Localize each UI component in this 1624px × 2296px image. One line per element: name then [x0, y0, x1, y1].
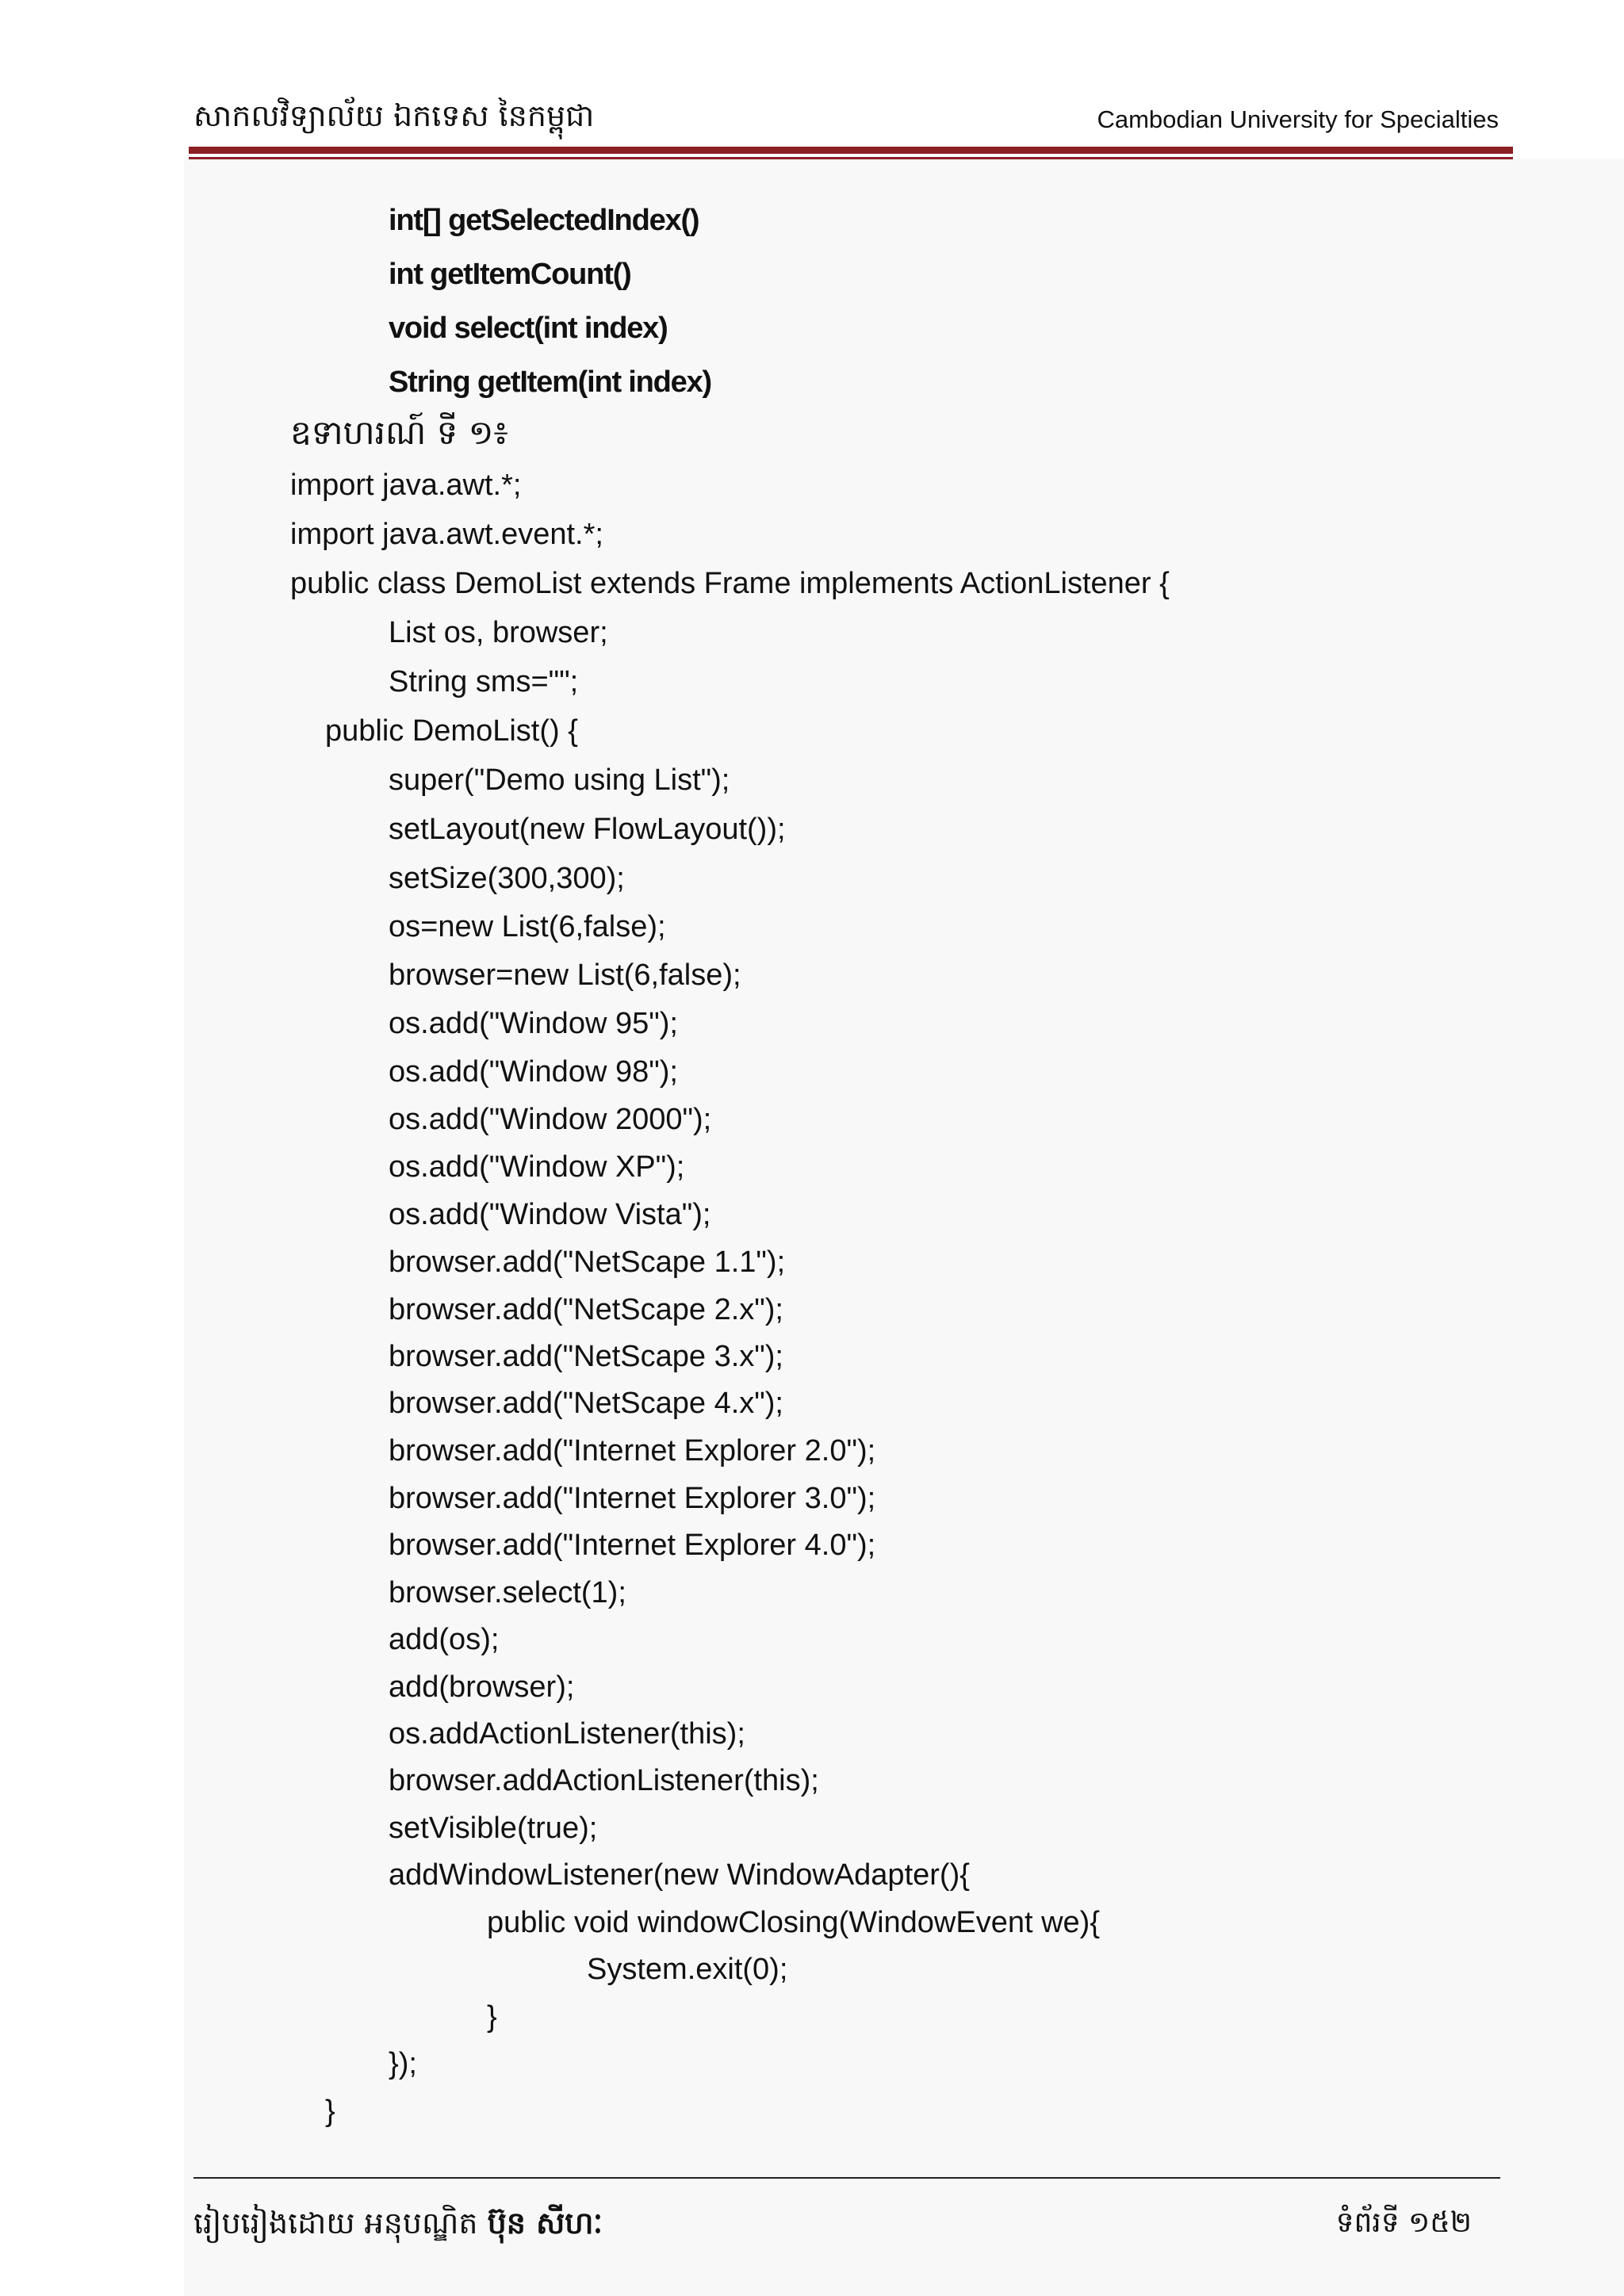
- footer-divider: [193, 2177, 1500, 2179]
- code-line: List os, browser;: [389, 616, 608, 649]
- code-line: browser.addActionListener(this);: [389, 1764, 819, 1797]
- code-line: }: [325, 2095, 335, 2128]
- code-line: import java.awt.event.*;: [290, 518, 603, 551]
- code-line: browser.add("NetScape 3.x");: [389, 1340, 783, 1373]
- code-line: browser.add("Internet Explorer 4.0");: [389, 1529, 876, 1562]
- code-line: add(browser);: [389, 1670, 575, 1704]
- code-line: browser.add("NetScape 4.x");: [389, 1387, 783, 1420]
- code-line: os.add("Window 95");: [389, 1007, 678, 1040]
- code-line: setSize(300,300);: [389, 862, 625, 895]
- code-line: public void windowClosing(WindowEvent we){: [487, 1906, 1101, 1939]
- university-name-khmer: សាកលវិទ្យាល័យ ឯកទេស នៃកម្ពុជា: [193, 98, 595, 133]
- code-line: String sms="";: [389, 665, 579, 698]
- university-name-english: Cambodian University for Specialties: [1097, 105, 1499, 133]
- footer-author-credit: [193, 2204, 603, 2248]
- header-divider: [189, 147, 1513, 154]
- method-signature: String getItem(int index): [389, 365, 712, 399]
- example-heading: ឧទាហរណ៍ ទី ១៖: [290, 413, 508, 452]
- page-number: ទំព័រទី ១៥២: [1335, 2206, 1472, 2239]
- code-line: add(os);: [389, 1623, 500, 1656]
- code-line: public DemoList() {: [325, 714, 578, 748]
- code-line: os.addActionListener(this);: [389, 1717, 745, 1751]
- code-line: setLayout(new FlowLayout());: [389, 813, 786, 846]
- code-line: os.add("Window 98");: [389, 1055, 678, 1089]
- code-line: os.add("Window Vista");: [389, 1198, 711, 1231]
- code-line: setVisible(true);: [389, 1812, 598, 1845]
- code-line: });: [389, 2047, 417, 2080]
- method-signature: int[] getSelectedIndex(): [389, 204, 699, 237]
- code-line: browser=new List(6,false);: [389, 959, 741, 992]
- code-line: browser.add("NetScape 2.x");: [389, 1293, 783, 1326]
- method-signature: int getItemCount(): [389, 258, 631, 291]
- header-divider-thin: [189, 157, 1513, 159]
- code-line: browser.add("Internet Explorer 2.0");: [389, 1434, 876, 1468]
- footer-author-prefix: រៀបរៀងដោយ អនុបណ្ឌិត: [193, 2206, 478, 2241]
- code-line: browser.add("NetScape 1.1");: [389, 1246, 786, 1279]
- code-line: public class DemoList extends Frame implements ActionListener {: [290, 567, 1170, 600]
- code-line: os=new List(6,false);: [389, 910, 666, 943]
- method-signature: void select(int index): [389, 312, 668, 345]
- code-line: System.exit(0);: [587, 1953, 788, 1986]
- code-line: }: [487, 2000, 497, 2034]
- code-line: super("Demo using List");: [389, 763, 730, 797]
- code-line: os.add("Window XP");: [389, 1150, 685, 1184]
- code-line: os.add("Window 2000");: [389, 1103, 712, 1136]
- footer-author-name: ប៊ុន សីហៈ: [487, 2206, 603, 2241]
- code-line: browser.add("Internet Explorer 3.0");: [389, 1482, 876, 1515]
- code-line: addWindowListener(new WindowAdapter(){: [389, 1858, 970, 1892]
- code-line: import java.awt.*;: [290, 469, 522, 502]
- code-line: browser.select(1);: [389, 1576, 626, 1609]
